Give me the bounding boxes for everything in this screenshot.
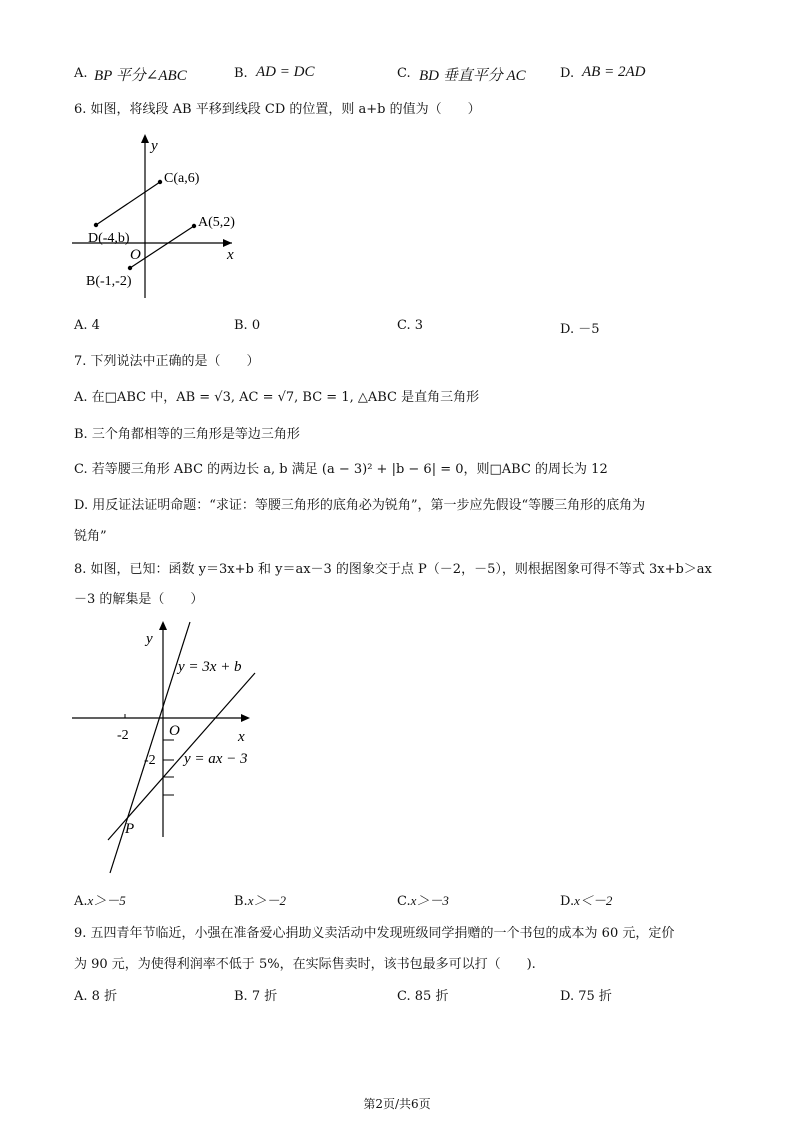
point-b bbox=[128, 266, 132, 270]
q8-option-a bbox=[74, 890, 126, 909]
q9-option-c bbox=[397, 985, 448, 1004]
q9-option-b-letter: B. bbox=[234, 989, 248, 1004]
q8-option-c-letter: C. bbox=[397, 894, 411, 909]
q7-option-b: B. 三个角都相等的三角形是等边三角形 bbox=[74, 427, 300, 442]
q8-option-b-text: x＞－2 bbox=[247, 893, 286, 908]
q8-x-tick-label: -2 bbox=[117, 728, 129, 743]
q9-option-a-text: 8 折 bbox=[91, 989, 118, 1004]
label-d: D(-4,b) bbox=[88, 231, 130, 246]
q6-option-c-letter: C. bbox=[397, 318, 411, 333]
q6-y-label: y bbox=[151, 138, 158, 154]
q9-option-a bbox=[74, 985, 117, 1004]
q8-origin-label: O bbox=[169, 723, 180, 739]
q9-option-d-text: 75 折 bbox=[578, 989, 612, 1004]
q9-option-c-letter: C. bbox=[397, 989, 411, 1004]
q5-option-b-text: AD = DC bbox=[256, 64, 315, 80]
q9-option-b-text: 7 折 bbox=[251, 989, 278, 1004]
q8-option-c-text: x＞－3 bbox=[410, 893, 449, 908]
q9-option-d bbox=[560, 985, 612, 1004]
line2-label: y = ax − 3 bbox=[184, 751, 248, 767]
q6-option-a-letter: A. bbox=[74, 318, 88, 333]
q5-option-d-letter: D. bbox=[560, 66, 575, 81]
q9-stem-line2: 为 90 元，为使得利润率不低于 5%，在实际售卖时，该书包最多可以打（ ). bbox=[74, 957, 536, 972]
q6-figure bbox=[60, 130, 260, 305]
q9-option-d-letter: D. bbox=[560, 989, 575, 1004]
q7-option-c: C. 若等腰三角形 ABC 的两边长 a, b 满足 (a − 3)² + |b − 6| = 0，则□ABC 的周长为 12 bbox=[74, 462, 608, 477]
q6-option-b bbox=[234, 318, 260, 333]
q9-option-b bbox=[234, 985, 277, 1004]
q8-y-label: y bbox=[146, 631, 153, 647]
q5-option-c-text: BD 垂直平分 AC bbox=[419, 68, 526, 84]
q8-option-b-letter: B. bbox=[234, 894, 248, 909]
q6-option-d bbox=[560, 318, 600, 337]
q8-option-d-text: x＜－2 bbox=[574, 893, 613, 908]
segment-cd bbox=[96, 182, 160, 225]
q8-x-arrow bbox=[241, 714, 250, 722]
q7-option-d-line2: 锐角” bbox=[74, 529, 107, 544]
q6-x-arrow bbox=[223, 239, 232, 247]
label-a: A(5,2) bbox=[198, 215, 235, 230]
q8-y-arrow bbox=[159, 621, 167, 630]
q6-stem: 6. 如图，将线段 AB 平移到线段 CD 的位置，则 a+b 的值为（ ） bbox=[74, 102, 481, 117]
q8-stem-line1: 8. 如图，已知：函数 y＝3x+b 和 y＝ax－3 的图象交于点 P（－2，－5），则根据图象可得不等式 3x+b＞ax bbox=[74, 562, 712, 577]
q5-option-b-letter: B. bbox=[234, 66, 248, 81]
q9-stem-line1: 9. 五四青年节临近，小强在准备爱心捐助义卖活动中发现班级同学捐赠的一个书包的成本为 60 元，定价 bbox=[74, 926, 675, 941]
q8-option-a-letter: A. bbox=[74, 894, 88, 909]
label-b: B(-1,-2) bbox=[86, 274, 132, 289]
q9-option-c-text: 85 折 bbox=[414, 989, 449, 1004]
q8-stem-line2: －3 的解集是（ ） bbox=[74, 592, 204, 607]
q7-option-a: A. 在□ABC 中，AB = √3, AC = √7, BC = 1, △ABC 是直角三角形 bbox=[74, 390, 480, 405]
q6-x-label: x bbox=[227, 247, 234, 263]
q5-option-d-text: AB = 2AD bbox=[582, 64, 646, 80]
q5-option-c-letter: C. bbox=[397, 66, 411, 81]
q6-option-c bbox=[397, 318, 423, 333]
q7-stem: 7. 下列说法中正确的是（ ） bbox=[74, 354, 260, 369]
point-d bbox=[94, 223, 98, 227]
q6-option-a bbox=[74, 318, 100, 333]
line1-label: y = 3x + b bbox=[178, 659, 242, 675]
q7-option-d-line1: D. 用反证法证明命题：“求证：等腰三角形的底角必为锐角”，第一步应先假设“等腰三角形的底角为 bbox=[74, 498, 646, 513]
point-a bbox=[192, 224, 196, 228]
q8-y-tick-label: -2 bbox=[144, 753, 156, 768]
q8-option-d bbox=[560, 890, 612, 909]
q6-y-arrow bbox=[141, 134, 149, 143]
q8-figure bbox=[60, 615, 280, 880]
q6-option-c-text: 3 bbox=[414, 318, 424, 333]
q6-option-d-letter: D. bbox=[560, 322, 575, 337]
q5-option-a-letter: A. bbox=[74, 66, 88, 81]
q6-option-b-letter: B. bbox=[234, 318, 248, 333]
q8-x-label: x bbox=[238, 729, 245, 745]
q6-option-b-text: 0 bbox=[251, 318, 261, 333]
q8-option-c bbox=[397, 890, 449, 909]
point-p-label: P bbox=[125, 821, 135, 837]
q6-option-a-text: 4 bbox=[91, 318, 100, 333]
q5-option-a-text: BP 平分∠ABC bbox=[94, 68, 187, 84]
q6-option-d-text: －5 bbox=[578, 322, 600, 337]
q6-origin-label: O bbox=[130, 247, 141, 263]
point-c bbox=[158, 180, 162, 184]
page-footer: 第2页/共6页 bbox=[363, 1097, 431, 1111]
q8-option-a-text: x＞－5 bbox=[87, 893, 126, 908]
q9-option-a-letter: A. bbox=[74, 989, 88, 1004]
q8-option-d-letter: D. bbox=[560, 894, 575, 909]
label-c: C(a,6) bbox=[164, 171, 200, 186]
q8-option-b bbox=[234, 890, 286, 909]
